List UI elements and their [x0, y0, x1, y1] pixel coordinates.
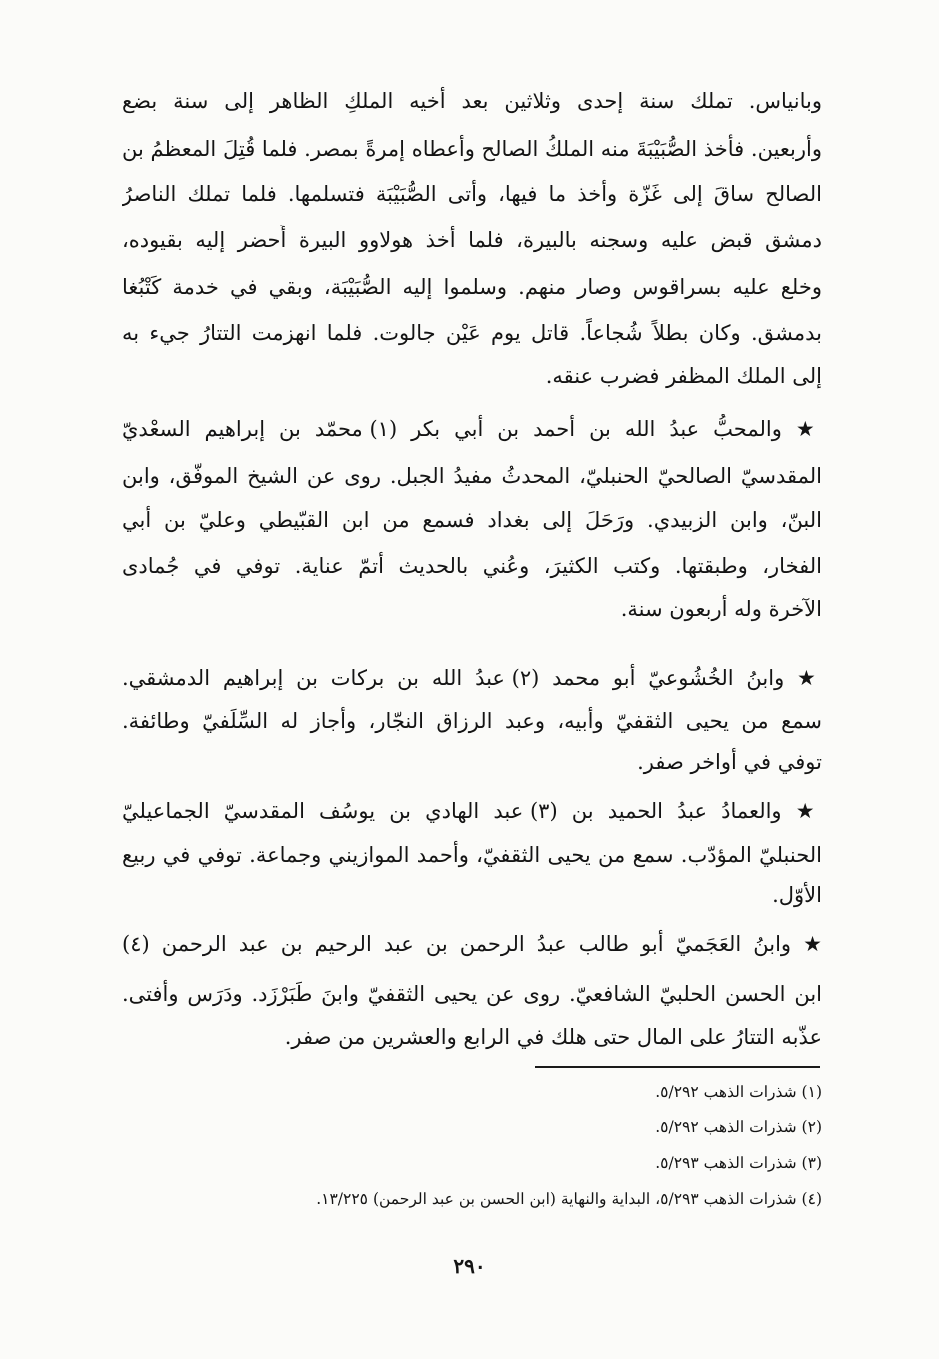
text-line: الأوّل.: [772, 883, 822, 907]
text-line: ★ والمحبُّ عبدُ الله بن أحمد بن أبي بكر (١) محمّد بن إبراهيم السعْديّ: [122, 417, 822, 441]
text-line: سمع من يحيى الثقفيّ وأبيه، وعبد الرزاق النجّار، وأجاز له السِّلَفيّ وطائفة.: [122, 709, 822, 733]
text-line: ★ وابنُ الخُشُوعيّ أبو محمد (٢) عبدُ الله بن بركات بن إبراهيم الدمشقي.: [122, 666, 822, 690]
page-number: ٢٩٠: [453, 1254, 486, 1278]
footnote: (٤) شذرات الذهب ٥/٢٩٣، البداية والنهاية (ابن الحسن بن عبد الرحمن) ١٣/٢٢٥.: [316, 1190, 822, 1208]
text-line: دمشق قبض عليه وسجنه بالبيرة، فلما أخذ هولاوو البيرة أُحضر إليه بقيوده،: [122, 228, 822, 252]
text-line: توفي في أواخر صفر.: [637, 750, 822, 774]
text-line: الحنبليّ المؤدّب. سمع من يحيى الثقفيّ، وأحمد الموازيني وجماعة. توفي في ربيع: [122, 843, 822, 867]
text-line: بدمشق. وكان بطلاً شُجاعاً. قاتل يوم عَيْن جالوت. فلما انهزمت التتارُ جيء به: [122, 321, 822, 345]
text-line: ★ وابنُ العَجَميّ أبو طالب عبدُ الرحمن بن عبد الرحيم بن عبد الرحمن (٤): [122, 932, 822, 956]
text-line: الصالح ساقَ إلى غَزّة وأخذ ما فيها، وأتى الصُّبَيْبَة فتسلمها. فلما تملك الناصرُ: [122, 182, 822, 206]
text-line: المقدسيّ الصالحيّ الحنبليّ، المحدثُ مفيدُ الجبل. روى عن الشيخ الموفّق، وابن: [122, 464, 822, 488]
footnote: (٣) شذرات الذهب ٥/٢٩٣.: [655, 1154, 822, 1172]
text-line: إلى الملك المظفر فضرب عنقه.: [545, 364, 822, 388]
text-line: البنّ، وابن الزبيدي. ورَحَلَ إلى بغداد فسمع من ابن القبّيطي وعليّ بن أبي: [122, 508, 822, 532]
text-line: الفخار، وطبقتها. وكتب الكثيرَ، وعُني بالحديث أتمّ عناية. توفي في جُمادى: [122, 554, 822, 578]
text-line: وبانياس. تملك سنة إحدى وثلاثين بعد أخيه الملكِ الظاهر إلى سنة بضع: [122, 89, 822, 113]
footnote-separator: [535, 1066, 820, 1068]
footnote: (٢) شذرات الذهب ٥/٢٩٢.: [655, 1118, 822, 1136]
text-line: ابن الحسن الحلبيّ الشافعيّ. روى عن يحيى الثقفيّ وابنَ طَبَرْزَد. ودَرَس وأفتى.: [122, 982, 822, 1006]
text-line: الآخرة وله أربعون سنة.: [620, 597, 822, 621]
text-line: ★ والعمادُ عبدُ الحميد بن (٣) عبد الهادي بن يوسُف المقدسيّ الجماعيليّ: [122, 799, 822, 823]
text-line: وأربعين. فأخذ الصُّبَيْبَةَ منه الملكُ الصالح وأعطاه إمرةً بمصر. فلما قُتِلَ المعظمُ بن: [122, 137, 822, 161]
footnote: (١) شذرات الذهب ٥/٢٩٢.: [655, 1083, 822, 1101]
text-line: عذّبه التتارُ على المال حتى هلك في الرابع والعشرين من صفر.: [284, 1025, 822, 1049]
text-line: وخلع عليه بسراقوس وصار منهم. وسلموا إليه الصُّبَيْبَة، وبقي في خدمة كَتْبُغا: [122, 275, 822, 299]
